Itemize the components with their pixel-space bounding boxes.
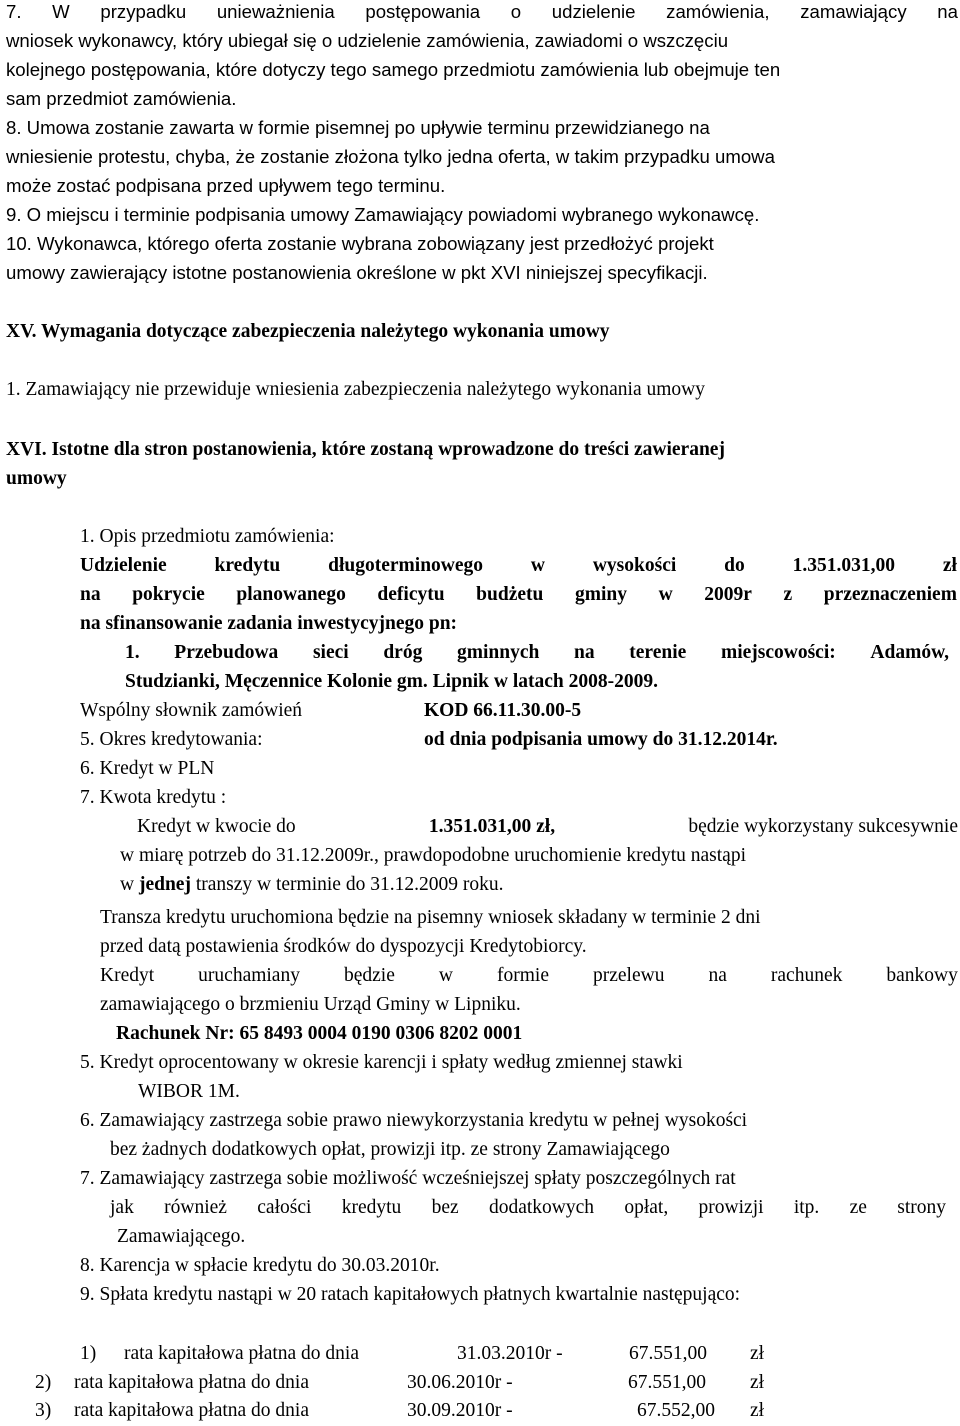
- cpv-code: KOD 66.11.30.00-5: [424, 700, 582, 721]
- p8b: 8. Karencja w spłacie kredytu do 30.03.2010r.: [80, 1255, 440, 1276]
- section-xv-p1: 1. Zamawiający nie przewiduje wniesienia zabezpieczenia należytego wykonania umowy: [6, 379, 705, 400]
- task-line-2: Studzianki, Męczennice Kolonie gm. Lipnik w latach 2008-2009.: [125, 671, 659, 692]
- p9b: 9. Spłata kredytu nastąpi w 20 ratach kapitałowych płatnych kwartalnie następująco:: [80, 1284, 741, 1305]
- item7-label: 7. Kwota kredytu :: [80, 787, 227, 808]
- p8-line-2: wniesienie protestu, chyba, że zostanie złożona tylko jedna oferta, w takim przypadku umowa: [6, 146, 775, 167]
- task-line-1: 1. Przebudowa sieci dróg gminnych na terenie miejscowości: Adamów,: [125, 642, 949, 663]
- installment-amount: 67.552,00: [637, 1400, 715, 1421]
- item1-label: 1. Opis przedmiotu zamówienia:: [80, 526, 335, 547]
- p7-line-1: 7. W przypadku unieważnienia postępowania o udzielenie zamówienia, zamawiający na: [6, 1, 958, 22]
- p9: 9. O miejscu i terminie podpisania umowy Zamawiający powiadomi wybranego wykonawcę.: [6, 204, 760, 225]
- item5-label: 5. Okres kredytowania:: [80, 729, 263, 750]
- p8-line-3: może zostać podpisana przed upływem tego terminu.: [6, 175, 446, 196]
- installment-label: rata kapitałowa płatna do dnia: [74, 1372, 309, 1393]
- item5-value: od dnia podpisania umowy do 31.12.2014r.: [424, 729, 778, 750]
- installment-label: rata kapitałowa płatna do dnia: [74, 1400, 309, 1421]
- p8-line-1: 8. Umowa zostanie zawarta w formie pisemnej po upływie terminu przewidzianego na: [6, 117, 710, 138]
- p6-line-1: 6. Zamawiający zastrzega sobie prawo niewykorzystania kredytu w pełnej wysokości: [80, 1110, 748, 1131]
- installment-date: 31.03.2010r -: [457, 1343, 563, 1364]
- section-xvi-heading-line-1: XVI. Istotne dla stron postanowienia, które zostaną wprowadzone do treści zawieranej: [6, 439, 725, 460]
- installment-date: 30.09.2010r -: [407, 1400, 513, 1421]
- tranche-line-1: Transza kredytu uruchomiona będzie na pisemny wniosek składany w terminie 2 dni: [100, 907, 761, 928]
- installment-num: 1): [80, 1343, 97, 1364]
- p7-line-2: wniosek wykonawcy, który ubiegał się o udzielenie zamówienia, zawiadomi o wszczęciu: [6, 30, 729, 51]
- amount-line-1: Kredyt w kwocie do 1.351.031,00 zł, będzie wykorzystany sukcesywnie: [137, 816, 958, 837]
- installment-amount: 67.551,00: [629, 1343, 707, 1364]
- installment-num: 2): [35, 1372, 52, 1393]
- installment-currency: zł: [750, 1400, 765, 1421]
- installment-currency: zł: [750, 1343, 765, 1364]
- cpv-label: Wspólny słownik zamówień: [80, 700, 303, 721]
- transfer-line-2: zamawiającego o brzmieniu Urząd Gminy w Lipniku.: [100, 994, 521, 1015]
- subject-line-1: Udzielenie kredytu długoterminowego w wysokości do 1.351.031,00 zł: [80, 555, 957, 576]
- subject-line-3: na sfinansowanie zadania inwestycyjnego pn:: [80, 613, 458, 634]
- subject-line-2: na pokrycie planowanego deficytu budżetu gminy w 2009r z przeznaczeniem: [80, 584, 957, 605]
- p7-line-3: kolejnego postępowania, które dotyczy tego samego przedmiotu zamówienia lub obejmuje ten: [6, 59, 781, 80]
- p7b-line-2: jak również całości kredytu bez dodatkowych opłat, prowizji itp. ze strony: [110, 1197, 946, 1218]
- installment-label: rata kapitałowa płatna do dnia: [124, 1343, 359, 1364]
- p10-line-1: 10. Wykonawca, którego oferta zostanie wybrana zobowiązany jest przedłożyć projekt: [6, 233, 714, 254]
- installment-date: 30.06.2010r -: [407, 1372, 513, 1393]
- p7-line-4: sam przedmiot zamówienia.: [6, 88, 237, 109]
- installment-num: 3): [35, 1400, 52, 1421]
- p6-line-2: bez żadnych dodatkowych opłat, prowizji itp. ze strony Zamawiającego: [110, 1139, 670, 1160]
- transfer-line-1: Kredyt uruchamiany będzie w formie przelewu na rachunek bankowy: [100, 965, 958, 986]
- section-xv-heading: XV. Wymagania dotyczące zabezpieczenia należytego wykonania umowy: [6, 321, 610, 342]
- tranche-line-2: przed datą postawienia środków do dyspozycji Kredytobiorcy.: [100, 936, 587, 957]
- p7b-line-3: Zamawiającego.: [117, 1226, 246, 1247]
- section-xvi-heading-line-2: umowy: [6, 468, 67, 489]
- amount-line-3: w jednej transzy w terminie do 31.12.2009 roku.: [120, 874, 504, 895]
- account-number: Rachunek Nr: 65 8493 0004 0190 0306 8202 0001: [116, 1023, 523, 1044]
- p5-line-1: 5. Kredyt oprocentowany w okresie karencji i spłaty według zmiennej stawki: [80, 1052, 683, 1073]
- p5-line-2: WIBOR 1M.: [138, 1081, 240, 1102]
- p7b-line-1: 7. Zamawiający zastrzega sobie możliwość wcześniejszej spłaty poszczególnych rat: [80, 1168, 736, 1189]
- item6: 6. Kredyt w PLN: [80, 758, 215, 779]
- amount-line-2: w miarę potrzeb do 31.12.2009r., prawdopodobne uruchomienie kredytu nastąpi: [120, 845, 747, 866]
- installment-amount: 67.551,00: [628, 1372, 706, 1393]
- installment-currency: zł: [750, 1372, 765, 1393]
- p10-line-2: umowy zawierający istotne postanowienia określone w pkt XVI niniejszej specyfikacji.: [6, 262, 708, 283]
